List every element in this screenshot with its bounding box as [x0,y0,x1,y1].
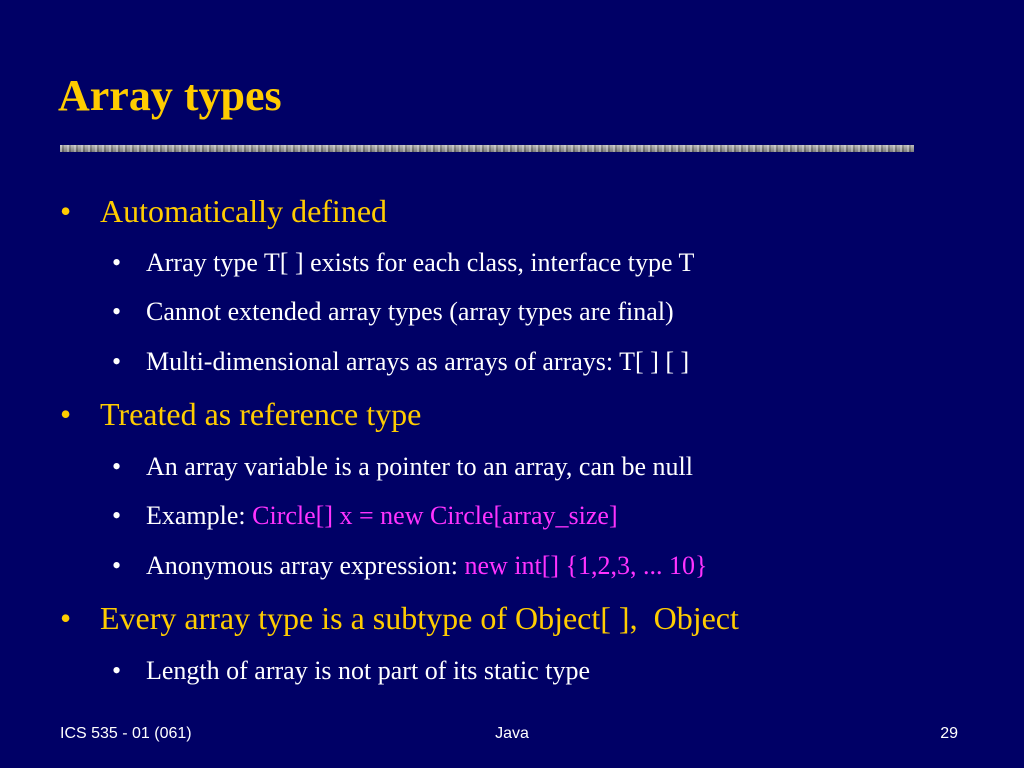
sub-bullet-item [112,450,693,484]
bullet-icon: • [112,501,122,530]
sub-bullet-text: Example: [146,501,253,530]
sub-bullet-text: Multi-dimensional arrays as arrays of arrays: T[ ] [ ] [146,347,690,376]
bullet-icon: • [112,452,122,481]
sub-bullet-text: Cannot extended array types (array types are final) [146,297,674,326]
bullet-icon: • [112,656,122,685]
bullet-text: Every array type is a subtype of Object[ ], Object [100,600,739,636]
sub-bullet-item [112,345,689,379]
sub-bullet-text: Anonymous array expression: [146,551,465,580]
bullet-text: Automatically defined [100,193,388,229]
bullet-item-automatically-defined [60,191,387,231]
bullet-text: Treated as reference type [100,396,422,432]
bullet-icon: • [60,193,72,229]
bullet-icon: • [60,600,72,636]
bullet-item-reference-type [60,394,421,434]
slide-title: Array types [58,71,282,120]
footer-page-number: 29 [940,725,958,742]
sub-bullet-item [112,654,590,688]
sub-bullet-text: An array variable is a pointer to an array, can be null [146,452,693,481]
footer-topic: Java [495,725,529,742]
sub-bullet-text: Length of array is not part of its static type [146,656,591,685]
bullet-icon: • [60,396,72,432]
bullet-icon: • [112,551,122,580]
sub-bullet-item [112,499,618,533]
sub-bullet-item [112,549,707,583]
bullet-item-subtype [60,598,739,638]
bullet-icon: • [112,248,122,277]
bullet-icon: • [112,297,122,326]
code-snippet: Circle[] x = new Circle[array_size] [252,501,618,530]
sub-bullet-item [112,246,694,280]
sub-bullet-text: Array type T[ ] exists for each class, interface type T [146,248,695,277]
sub-bullet-item [112,295,674,329]
bullet-icon: • [112,347,122,376]
code-snippet: new int[] {1,2,3, ... 10} [464,551,708,580]
footer-course: ICS 535 - 01 (061) [60,725,192,742]
